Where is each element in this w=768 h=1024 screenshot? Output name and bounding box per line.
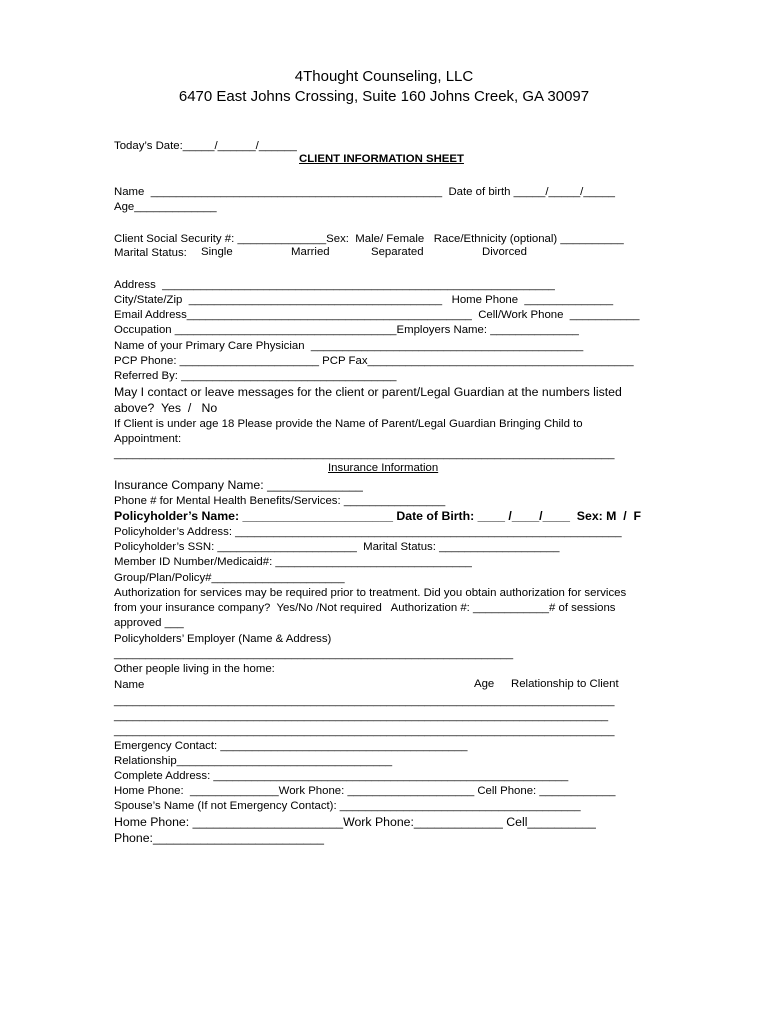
employer-line: _______________________________________________________________: [114, 648, 514, 660]
household-label: Other people living in the home:: [114, 663, 275, 675]
occupation-line: Occupation ___________________________________Employers Name: ______________: [114, 324, 579, 336]
pcp-name-line: Name of your Primary Care Physician ___________________________________________: [114, 340, 584, 352]
authorization-2: from your insurance company? Yes/No /Not required Authorization #: ____________# of sessions: [114, 602, 616, 614]
ssn-sex-race-line: Client Social Security #: ______________Sex: Male/ Female Race/Ethnicity (optional) __________: [114, 233, 624, 245]
emergency-relationship-line: Relationship__________________________________: [114, 755, 393, 767]
contact-permission-q2: above? Yes / No: [114, 401, 218, 415]
address-line: Address ______________________________________________________________: [114, 279, 555, 291]
company-address: 6470 East Johns Crossing, Suite 160 Johns Creek, GA 30097: [178, 88, 590, 105]
spouse-phone-end-line: Phone:_________________________: [114, 831, 324, 845]
emergency-address-line: Complete Address: ________________________________________________________: [114, 770, 569, 782]
marital-divorced: Divorced: [482, 246, 527, 258]
policyholder-line: Policyholder’s Name: ______________________ Date of Birth: ____ /____/____ Sex: M / F: [114, 509, 642, 523]
city-phone-line: City/State/Zip ________________________________________ Home Phone ______________: [114, 294, 614, 306]
household-name-col: Name: [114, 679, 145, 691]
marital-single: Single: [201, 246, 233, 258]
spouse-phones-line: Home Phone: ______________________Work Phone:_____________ Cell__________: [114, 815, 596, 829]
pcp-phone-fax-line: PCP Phone: ______________________ PCP Fax__________________________________________: [114, 355, 634, 367]
insurance-heading: Insurance Information: [328, 462, 439, 474]
todays-date: Today’s Date:_____/______/______: [114, 140, 297, 152]
policyholder-address-line: Policyholder’s Address: _____________________________________________________________: [114, 526, 622, 538]
mh-phone-line: Phone # for Mental Health Benefits/Services: ________________: [114, 495, 446, 507]
household-line-2: ______________________________________________________________________________: [114, 710, 609, 722]
member-id-line: Member ID Number/Medicaid#: _______________________________: [114, 556, 472, 568]
household-relationship-col: Relationship to Client: [511, 678, 619, 690]
policyholder-employer: Policyholders’ Employer (Name & Address): [114, 633, 332, 645]
group-policy-line: Group/Plan/Policy#_____________________: [114, 572, 345, 584]
marital-label: Marital Status:: [114, 247, 187, 259]
minor-guardian-2: Appointment:: [114, 433, 182, 445]
household-line-3: _______________________________________________________________________________: [114, 725, 615, 737]
spouse-name-line: Spouse’s Name (If not Emergency Contact): ______________________________________: [114, 800, 581, 812]
marital-separated: Separated: [371, 246, 424, 258]
marital-married: Married: [291, 246, 330, 258]
policyholder-ssn-line: Policyholder’s SSN: ______________________ Marital Status: ___________________: [114, 541, 560, 553]
contact-permission-q1: May I contact or leave messages for the client or parent/Legal Guardian at the numbers listed: [114, 385, 622, 399]
name-dob-line: Name ______________________________________________ Date of birth _____/_____/_____: [114, 186, 616, 198]
referred-by-line: Referred By: __________________________________: [114, 370, 397, 382]
authorization-3: approved ___: [114, 617, 184, 629]
form-title: CLIENT INFORMATION SHEET: [299, 153, 464, 165]
age-line: Age_____________: [114, 201, 217, 213]
email-cell-line: Email Address_____________________________________________ Cell/Work Phone ___________: [114, 309, 640, 321]
emergency-contact-line: Emergency Contact: _______________________________________: [114, 740, 468, 752]
emergency-phones-line: Home Phone: ______________Work Phone: ____________________ Cell Phone: ____________: [114, 785, 616, 797]
household-age-col: Age: [474, 678, 495, 690]
household-line-1: _______________________________________________________________________________: [114, 695, 615, 707]
minor-guardian-line: _______________________________________________________________________________: [114, 448, 615, 460]
minor-guardian-1: If Client is under age 18 Please provide the Name of Parent/Legal Guardian Bringing Child to: [114, 418, 583, 430]
company-name: 4Thought Counseling, LLC: [294, 68, 474, 85]
authorization-1: Authorization for services may be required prior to treatment. Did you obtain authorization for services: [114, 587, 627, 599]
insurance-company-line: Insurance Company Name: ______________: [114, 478, 363, 492]
